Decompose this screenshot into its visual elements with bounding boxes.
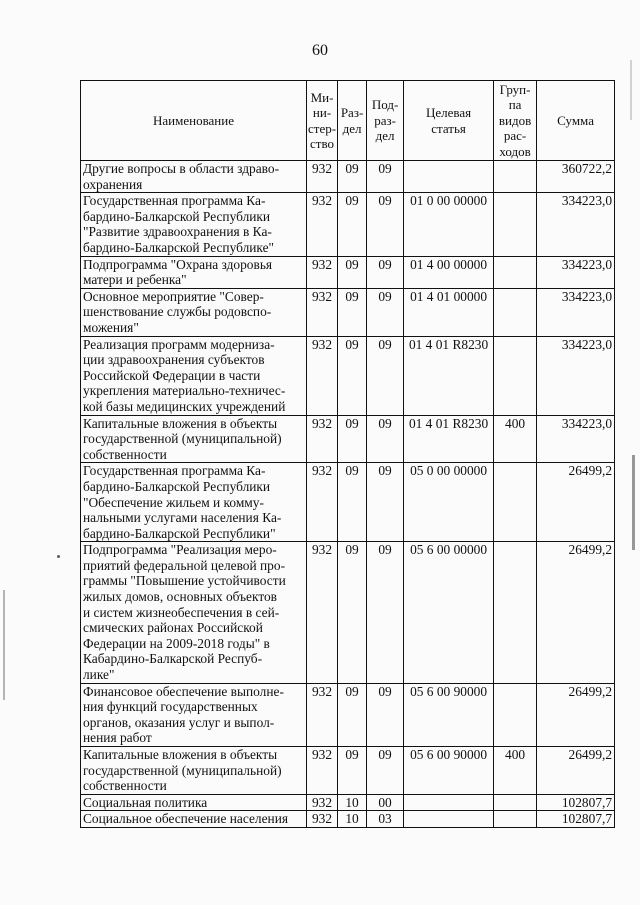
row-section: 09 — [338, 683, 367, 746]
header-subsection — [367, 81, 404, 161]
page-number: 60 — [312, 42, 328, 59]
row-name: Социальное обеспечение населения — [81, 811, 307, 828]
row-subsection: 09 — [367, 683, 404, 746]
budget-table — [80, 80, 615, 828]
table-row — [81, 193, 615, 256]
row-subsection: 09 — [367, 161, 404, 193]
row-sum: 334223,0 — [537, 288, 615, 336]
header-section — [338, 81, 367, 161]
table-row — [81, 161, 615, 193]
row-sum: 334223,0 — [537, 415, 615, 463]
row-ministry: 932 — [307, 415, 338, 463]
row-section: 09 — [338, 747, 367, 795]
table-row — [81, 811, 615, 828]
row-name: Государственная программа Ка- бардино-Балкарской Республики "Обеспечение жильем и комму- нальными услугами населения Ка- бардино-Балкарской Республики" — [81, 463, 307, 542]
row-name: Основное мероприятие "Совер- шенствование службы родовспо- можения" — [81, 288, 307, 336]
row-target: 01 4 01 R8230 — [404, 336, 494, 415]
row-ministry: 932 — [307, 256, 338, 288]
row-subsection: 09 — [367, 463, 404, 542]
row-target: 05 0 00 00000 — [404, 463, 494, 542]
row-section: 09 — [338, 193, 367, 256]
row-target: 01 4 01 R8230 — [404, 415, 494, 463]
row-target: 01 4 00 00000 — [404, 256, 494, 288]
row-name: Финансовое обеспечение выполне- ния функций государственных органов, оказания услуг и выпол- нения работ — [81, 683, 307, 746]
row-name: Другие вопросы в области здраво- охранения — [81, 161, 307, 193]
header-name-text: Наименование — [153, 112, 234, 128]
row-subsection: 09 — [367, 193, 404, 256]
row-target — [404, 811, 494, 828]
row-sum: 26499,2 — [537, 747, 615, 795]
table-row — [81, 415, 615, 463]
row-ministry: 932 — [307, 288, 338, 336]
table-row — [81, 747, 615, 795]
row-section: 09 — [338, 542, 367, 683]
row-sum: 102807,7 — [537, 811, 615, 828]
row-group — [494, 542, 537, 683]
row-subsection: 09 — [367, 415, 404, 463]
row-name: Капитальные вложения в объекты государственной (муниципальной) собственности — [81, 415, 307, 463]
header-target-text: Целевая статья — [425, 105, 472, 136]
row-group — [494, 256, 537, 288]
row-target: 01 4 01 00000 — [404, 288, 494, 336]
row-section: 09 — [338, 161, 367, 193]
row-section: 10 — [338, 811, 367, 828]
row-name: Социальная политика — [81, 794, 307, 811]
row-section: 09 — [338, 463, 367, 542]
row-group — [494, 794, 537, 811]
table-row — [81, 542, 615, 683]
row-group — [494, 288, 537, 336]
row-target: 01 0 00 00000 — [404, 193, 494, 256]
row-ministry: 932 — [307, 811, 338, 828]
row-sum: 102807,7 — [537, 794, 615, 811]
header-section-text: Раз- дел — [340, 105, 364, 136]
row-sum: 360722,2 — [537, 161, 615, 193]
header-subsection-text: Под- раз- дел — [371, 97, 399, 144]
row-name: Реализация программ модерниза- ции здравоохранения субъектов Российской Федерации в части укрепления материально-техничес- кой базы медицинских учреждений — [81, 336, 307, 415]
row-group — [494, 811, 537, 828]
row-ministry: 932 — [307, 747, 338, 795]
row-group — [494, 336, 537, 415]
scan-artifact-right-top — [630, 60, 632, 120]
row-group — [494, 193, 537, 256]
row-subsection: 03 — [367, 811, 404, 828]
row-ministry: 932 — [307, 683, 338, 746]
scan-dot — [57, 555, 60, 558]
row-group: 400 — [494, 415, 537, 463]
header-sum — [537, 81, 615, 161]
row-subsection: 00 — [367, 794, 404, 811]
row-group: 400 — [494, 747, 537, 795]
row-name: Капитальные вложения в объекты государственной (муниципальной) собственности — [81, 747, 307, 795]
row-subsection: 09 — [367, 336, 404, 415]
row-sum: 26499,2 — [537, 683, 615, 746]
table-row — [81, 288, 615, 336]
row-section: 10 — [338, 794, 367, 811]
row-name: Государственная программа Ка- бардино-Балкарской Республики "Развитие здравоохранения в Ка- бардино-Балкарской Республике" — [81, 193, 307, 256]
row-target: 05 6 00 00000 — [404, 542, 494, 683]
row-subsection: 09 — [367, 542, 404, 683]
row-section: 09 — [338, 336, 367, 415]
row-ministry: 932 — [307, 542, 338, 683]
header-ministry — [307, 81, 338, 161]
row-subsection: 09 — [367, 747, 404, 795]
row-ministry: 932 — [307, 794, 338, 811]
header-target — [404, 81, 494, 161]
row-section: 09 — [338, 415, 367, 463]
row-target — [404, 161, 494, 193]
row-ministry: 932 — [307, 463, 338, 542]
scan-artifact-right — [632, 455, 635, 550]
row-group — [494, 161, 537, 193]
header-group — [494, 81, 537, 161]
header-name — [81, 81, 307, 161]
scan-artifact-left — [3, 590, 5, 700]
row-ministry: 932 — [307, 336, 338, 415]
table-row — [81, 336, 615, 415]
header-row — [81, 81, 615, 161]
header-sum-text: Сумма — [557, 112, 594, 128]
row-target: 05 6 00 90000 — [404, 683, 494, 746]
row-group — [494, 463, 537, 542]
row-name: Подпрограмма "Реализация меро- приятий федеральной целевой про- граммы "Повышение устойчивости жилых домов, основных объектов и систем жизнеобеспечения в сей- смических районах Российской Федерации на 2009-2018 годы" в Кабардино-Балкарской Респуб- лике" — [81, 542, 307, 683]
row-group — [494, 683, 537, 746]
header-group-text: Груп- па видов рас- ходов — [498, 82, 532, 159]
row-ministry: 932 — [307, 193, 338, 256]
row-sum: 334223,0 — [537, 256, 615, 288]
row-sum: 26499,2 — [537, 463, 615, 542]
row-name: Подпрограмма "Охрана здоровья матери и ребенка" — [81, 256, 307, 288]
row-subsection: 09 — [367, 288, 404, 336]
row-sum: 334223,0 — [537, 193, 615, 256]
row-target — [404, 794, 494, 811]
table-row — [81, 794, 615, 811]
table-row — [81, 256, 615, 288]
table-row — [81, 463, 615, 542]
row-subsection: 09 — [367, 256, 404, 288]
row-sum: 26499,2 — [537, 542, 615, 683]
row-ministry: 932 — [307, 161, 338, 193]
row-target: 05 6 00 90000 — [404, 747, 494, 795]
table-row — [81, 683, 615, 746]
row-section: 09 — [338, 256, 367, 288]
row-sum: 334223,0 — [537, 336, 615, 415]
header-ministry-text: Ми- ни- стер- ство — [308, 89, 337, 151]
row-section: 09 — [338, 288, 367, 336]
